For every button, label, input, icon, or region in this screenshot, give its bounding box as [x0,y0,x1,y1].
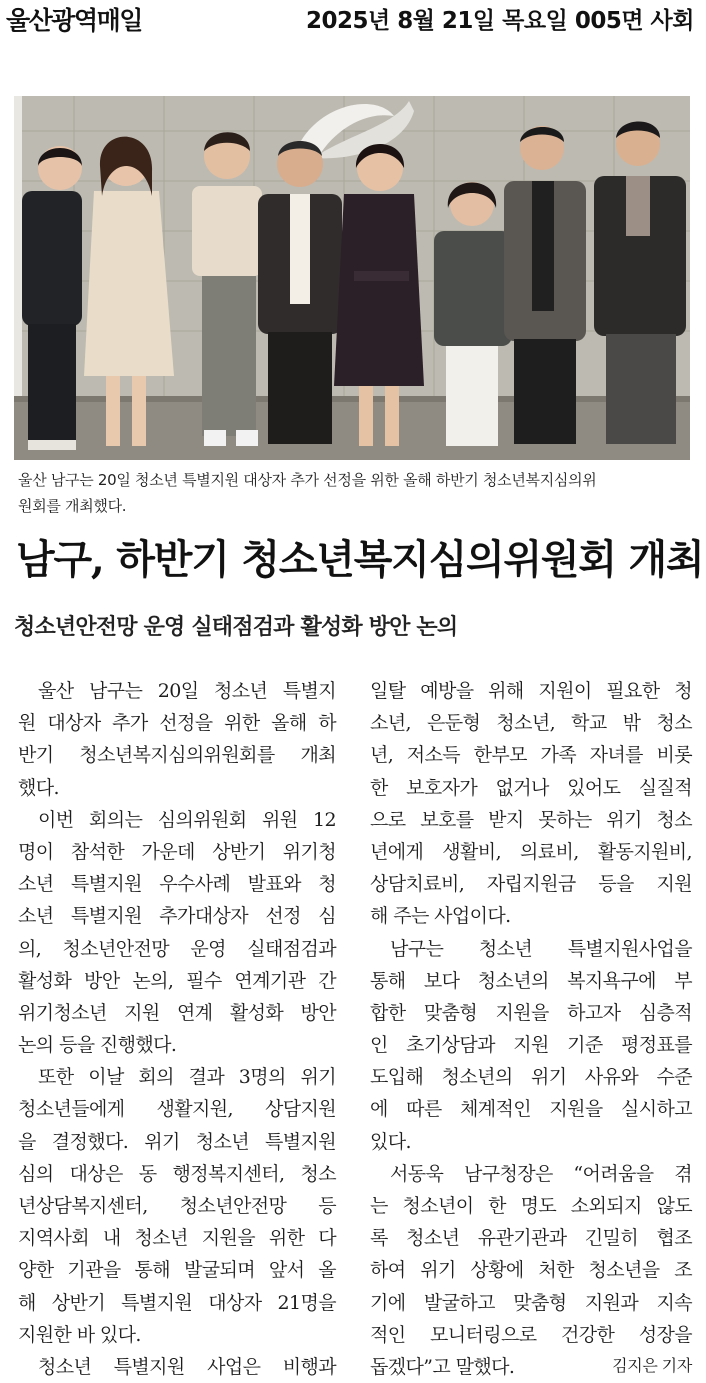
body-line: 으로 보호를 받지 못하는 위기 청소 [370,808,692,831]
newspaper-name: 울산광역매일 [6,6,142,35]
body-line: 년에게 생활비, 의료비, 활동지원비, [370,840,692,863]
body-line: 통해 보다 청소년의 복지욕구에 부 [370,969,692,992]
body-line: 양한 기관을 통해 발굴되며 앞서 올 [18,1259,336,1282]
body-line: 청소년 특별지원 사업은 비행과 [38,1355,336,1378]
body-line: 소년 특별지원 우수사례 발표와 청 [18,873,336,896]
body-line: 지원한 바 있다. [18,1323,141,1346]
body-line: 도입해 청소년의 위기 사유와 수준 [370,1066,692,1089]
article-body-left-column [18,675,336,1383]
edition-info: 2025년 8월 21일 목요일 005면 사회 [305,8,694,34]
body-line: 위기청소년 지원 연계 활성화 방안 [18,1001,336,1024]
body-last-line [370,1351,692,1383]
body-line: 는 청소년이 한 명도 소외되지 않도 [370,1195,692,1217]
body-line: 의, 청소년안전망 운영 실태점검과 [18,937,336,960]
body-line: 남구는 청소년 특별지원사업을 [390,937,692,960]
body-line: 합한 맞춤형 지원을 하고자 심층적 [370,1001,692,1024]
body-line: 울산 남구는 20일 청소년 특별지 [38,680,336,702]
article-body-right-column [370,675,692,1383]
body-line: 적인 모니터링으로 건강한 성장을 [370,1323,692,1346]
body-line: 명이 참석한 가운데 상반기 위기청 [18,840,336,863]
body-line: 이번 회의는 심의위원회 위원 12 [38,808,336,831]
body-line: 인 초기상담과 지원 기준 평정표를 [370,1034,692,1057]
body-line: 논의 등을 진행했다. [18,1034,177,1057]
article-headline: 남구, 하반기 청소년복지심의위원회 개최 [16,536,704,583]
body-line: 했다. [18,776,59,799]
reporter-byline: 김지은 기자 [612,1357,692,1375]
body-line: 해 주는 사업이다. [370,905,511,928]
body-line: 에 따른 체계적인 지원을 실시하고 [370,1098,692,1121]
body-line: 년상담복지센터, 청소년안전망 등 [18,1195,336,1217]
body-line: 심의 대상은 동 행정복지센터, 청소 [18,1162,336,1185]
body-line: 하여 위기 상황에 처한 청소년을 조 [370,1259,692,1282]
body-line: 을 결정했다. 위기 청소년 특별지원 [18,1130,336,1153]
body-line: 있다. [370,1130,411,1153]
caption-line: 원회를 개최했다. [18,497,127,515]
body-line: 상담치료비, 자립지원금 등을 지원 [370,873,692,896]
group-photo-illustration [14,96,690,460]
body-line: 지역사회 내 청소년 지원을 위한 다 [18,1227,336,1250]
body-line: 활성화 방안 논의, 필수 연계기관 간 [18,969,336,992]
body-line: 일탈 예방을 위해 지원이 필요한 청 [370,680,692,702]
body-line: 원 대상자 추가 선정을 위한 올해 하 [18,712,336,735]
body-line: 기에 발굴하고 맞춤형 지원과 지속 [370,1291,692,1314]
body-line: 소년, 은둔형 청소년, 학교 밖 청소 [370,712,692,735]
body-line: 청소년들에게 생활지원, 상담지원 [18,1098,336,1121]
photo-caption [14,462,690,524]
caption-line: 울산 남구는 20일 청소년 특별지원 대상자 추가 선정을 위한 올해 하반기 청소년복지심의위 [18,471,597,489]
body-line: 한 보호자가 없거나 있어도 실질적 [370,776,692,799]
body-line: 해 상반기 특별지원 대상자 21명을 [18,1291,336,1314]
body-line: 서동욱 남구청장은 “어려움을 겪 [390,1162,692,1185]
body-line: 또한 이날 회의 결과 3명의 위기 [38,1066,336,1089]
news-photo [14,96,690,460]
newspaper-masthead [0,0,706,34]
article-subheadline: 청소년안전망 운영 실태점검과 활성화 방안 논의 [14,614,458,640]
body-line: 반기 청소년복지심의위원회를 개최 [18,744,336,767]
body-line: 년, 저소득 한부모 가족 자녀를 비롯 [370,744,692,767]
body-line: 록 청소년 유관기관과 긴밀히 협조 [370,1227,692,1250]
body-line: 돕겠다”고 말했다. [370,1355,515,1378]
body-line: 소년 특별지원 추가대상자 선정 심 [18,905,336,928]
